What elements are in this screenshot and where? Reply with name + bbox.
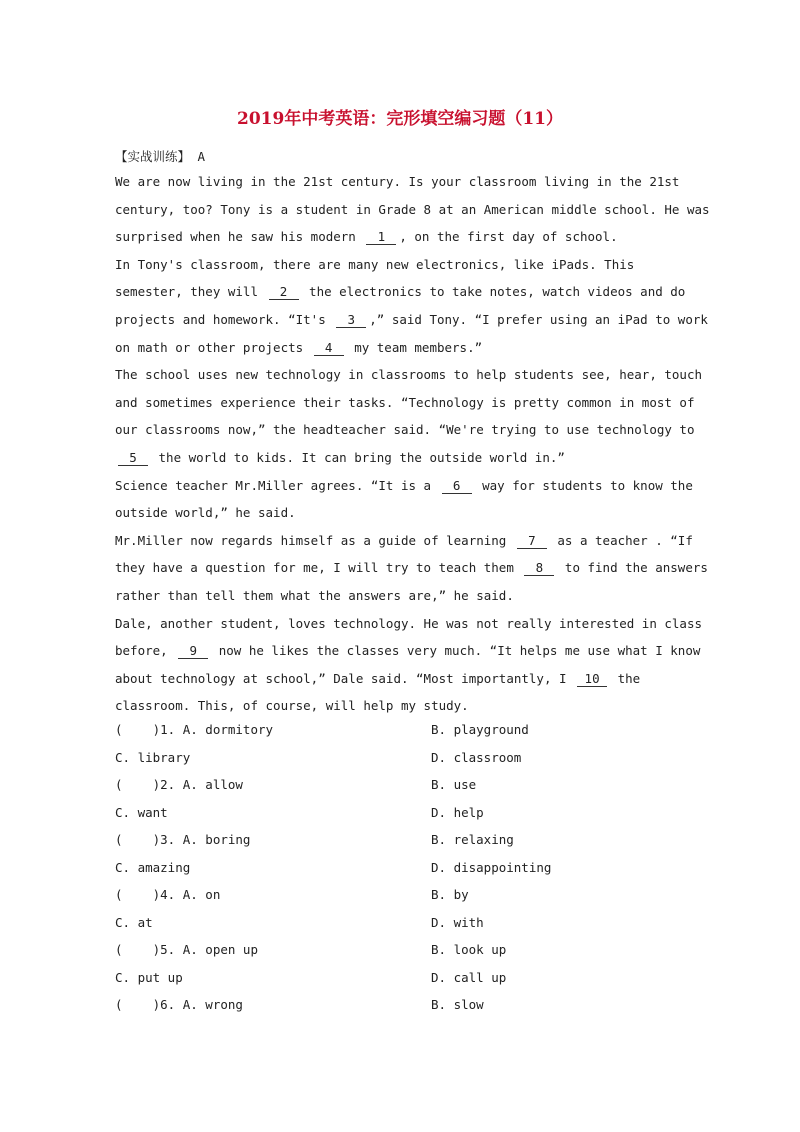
option-left: ( )4. A. on xyxy=(115,887,221,902)
passage-line xyxy=(115,477,695,505)
page-title: 2019年中考英语：完形填空编习题（11） xyxy=(237,109,563,129)
option-row xyxy=(115,776,715,804)
option-right: D. with xyxy=(431,914,484,930)
section-label: 【实战训练】 A xyxy=(115,149,206,164)
option-row xyxy=(115,996,715,1024)
option-left: ( )3. A. boring xyxy=(115,832,251,847)
option-left: C. put up xyxy=(115,969,183,985)
passage-text: now he likes the classes very much. “It helps me use what I know xyxy=(211,643,701,659)
option-row xyxy=(115,859,715,887)
passage-line xyxy=(115,504,695,532)
option-row xyxy=(115,721,715,749)
option-left: ( )5. A. open up xyxy=(115,942,258,957)
passage-text: rather than tell them what the answers are,” he said. xyxy=(115,587,514,603)
passage-text: before, xyxy=(115,643,176,659)
option-right: B. playground xyxy=(431,722,529,737)
blank-number: 9 xyxy=(178,644,208,659)
blank-number: 8 xyxy=(524,561,554,576)
cloze-passage xyxy=(115,173,710,725)
option-left: C. library xyxy=(115,749,191,765)
option-row xyxy=(115,749,715,777)
option-row xyxy=(115,969,715,997)
option-left: C. want xyxy=(115,804,168,820)
passage-text: way for students to know the xyxy=(474,477,693,493)
answer-options xyxy=(115,721,715,1024)
passage-text: Dale, another student, loves technology. He was not really interested in class xyxy=(115,615,702,631)
passage-line xyxy=(115,256,695,284)
passage-text: the world to kids. It can bring the outside world in.” xyxy=(151,449,565,465)
passage-text: to find the answers xyxy=(557,560,708,576)
blank-number: 6 xyxy=(442,479,472,494)
passage-text: the xyxy=(610,670,641,686)
passage-text: our classrooms now,” the headteacher said. “We're trying to use technology to xyxy=(115,422,695,438)
passage-text: they have a question for me, I will try to teach them xyxy=(115,560,522,576)
passage-line xyxy=(115,559,708,587)
option-right: D. classroom xyxy=(431,749,522,765)
passage-text: The school uses new technology in classrooms to help students see, hear, touch xyxy=(115,367,702,383)
blank-number: 1 xyxy=(366,230,396,245)
option-right: D. help xyxy=(431,804,484,820)
passage-text: the electronics to take notes, watch videos and do xyxy=(301,284,686,300)
passage-text: In Tony's classroom, there are many new electronics, like iPads. This xyxy=(115,256,635,272)
blank-number: 7 xyxy=(517,534,547,549)
passage-text: Mr.Miller now regards himself as a guide of learning xyxy=(115,532,514,548)
passage-text: about technology at school,” Dale said. “Most importantly, I xyxy=(115,670,575,686)
passage-line xyxy=(115,394,695,422)
option-right: B. look up xyxy=(431,942,507,957)
passage-text: projects and homework. “It's xyxy=(115,311,334,327)
passage-line xyxy=(115,449,695,477)
blank-number: 4 xyxy=(314,341,344,356)
option-left: ( )1. A. dormitory xyxy=(115,722,274,737)
passage-line xyxy=(115,339,695,367)
passage-text: Science teacher Mr.Miller agrees. “It is a xyxy=(115,477,439,493)
blank-number: 10 xyxy=(577,672,607,687)
option-right: B. slow xyxy=(431,997,484,1012)
option-right: B. relaxing xyxy=(431,832,514,847)
option-left: C. amazing xyxy=(115,859,191,875)
option-left: C. at xyxy=(115,914,153,930)
option-row xyxy=(115,886,715,914)
passage-text: , on the first day of school. xyxy=(399,229,618,245)
passage-text: semester, they will xyxy=(115,284,266,300)
option-row xyxy=(115,831,715,859)
passage-line xyxy=(115,670,695,698)
passage-text: We are now living in the 21st century. Is your classroom living in the 21st xyxy=(115,174,680,189)
blank-number: 2 xyxy=(269,285,299,300)
passage-text: on math or other projects xyxy=(115,339,311,355)
option-row xyxy=(115,804,715,832)
option-row xyxy=(115,941,715,969)
passage-line xyxy=(115,642,701,670)
passage-text: and sometimes experience their tasks. “Technology is pretty common in most of xyxy=(115,394,695,410)
passage-text: my team members.” xyxy=(346,339,483,355)
option-right: B. by xyxy=(431,887,469,902)
blank-number: 5 xyxy=(118,451,148,466)
passage-line xyxy=(115,311,708,339)
passage-text: classroom. This, of course, will help my study. xyxy=(115,698,469,714)
passage-line xyxy=(115,587,695,615)
passage-text: ,” said Tony. “I prefer using an iPad to work xyxy=(369,311,708,327)
option-row xyxy=(115,914,715,942)
option-right: D. disappointing xyxy=(431,859,552,875)
passage-line xyxy=(115,173,695,201)
passage-text: outside world,” he said. xyxy=(115,505,296,521)
option-left: ( )2. A. allow xyxy=(115,777,243,792)
passage-text: century, too? Tony is a student in Grade 8 at an American middle school. He was xyxy=(115,201,710,217)
passage-text: as a teacher . “If xyxy=(549,532,693,548)
passage-text: surprised when he saw his modern xyxy=(115,229,364,245)
passage-line xyxy=(115,228,695,256)
option-right: B. use xyxy=(431,777,477,792)
passage-line xyxy=(115,283,695,311)
passage-line xyxy=(115,366,702,394)
passage-line xyxy=(115,615,702,643)
passage-line xyxy=(115,201,710,229)
passage-line xyxy=(115,421,695,449)
passage-line xyxy=(115,532,695,560)
blank-number: 3 xyxy=(336,313,366,328)
option-left: ( )6. A. wrong xyxy=(115,997,243,1012)
option-right: D. call up xyxy=(431,969,507,985)
